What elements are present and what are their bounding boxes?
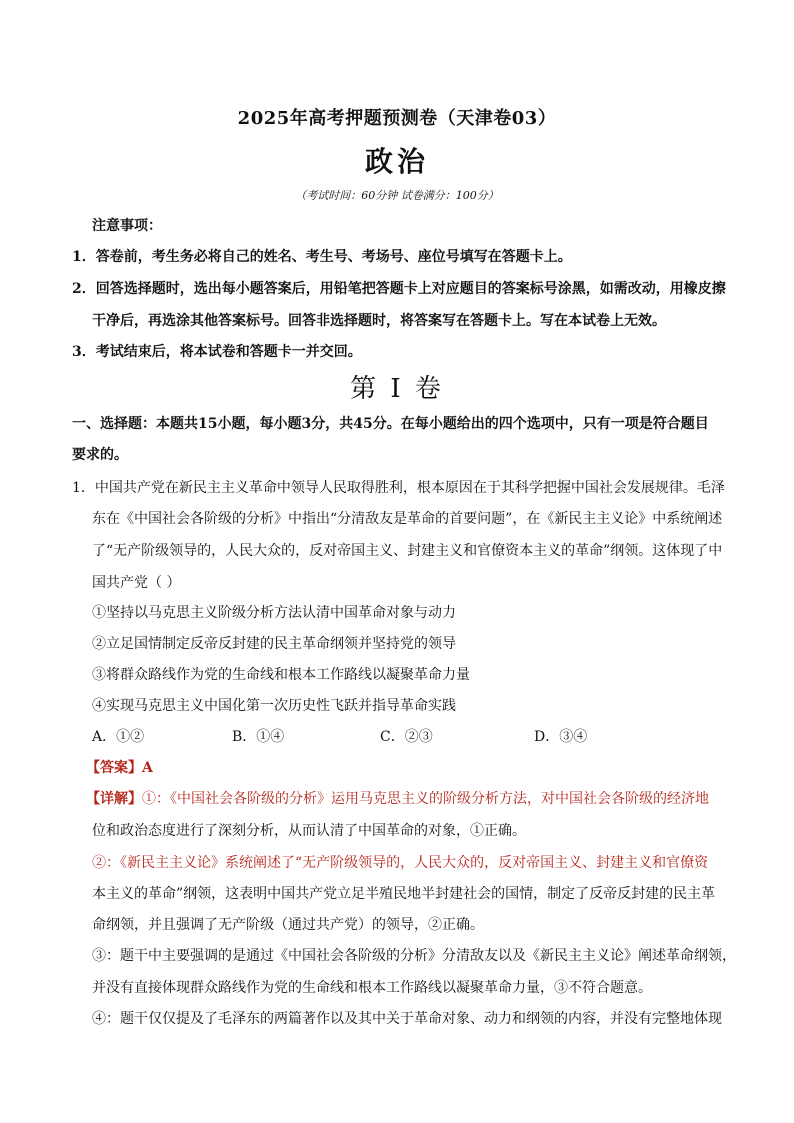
note-item: 1．答卷前，考生务必将自己的姓名、考生号、考场号、座位号填写在答题卡上。	[72, 249, 572, 265]
question-stem: 1．中国共产党在新民主主义革命中领导人民取得胜利，根本原因在于其科学把握中国社会发展规律。毛泽	[72, 480, 725, 496]
explanation-label: 【详解】	[86, 791, 142, 807]
explanation-line: 并没有直接体现群众路线作为党的生命线和根本工作路线以凝聚革命力量，③不符合题意。	[92, 980, 652, 996]
explanation-line: 命纲领，并且强调了无产阶级（通过共产党）的领导，②正确。	[92, 917, 484, 933]
notes-heading: 注意事项：	[92, 218, 162, 234]
statement: ④实现马克思主义中国化第一次历史性飞跃并指导革命实践	[92, 698, 456, 714]
note-item: 3．考试结束后，将本试卷和答题卡一并交回。	[72, 344, 362, 360]
explanation-text: ①：《中国社会各阶级的分析》运用马克思主义的阶级分析方法，对中国社会各阶级的经济地	[142, 791, 709, 807]
option-c: C．②③	[380, 729, 433, 745]
question-stem: 国共产党（ ）	[92, 575, 181, 591]
statement: ②立足国情制定反帝反封建的民主革命纲领并坚持党的领导	[92, 636, 456, 652]
option-b: B．①④	[232, 729, 285, 745]
statement: ①坚持以马克思主义阶级分析方法认清中国革命对象与动力	[92, 605, 456, 621]
note-item: 2．回答选择题时，选出每小题答案后，用铅笔把答题卡上对应题目的答案标号涂黑，如需改动，用橡皮擦	[72, 281, 726, 297]
explanation-line: 位和政治态度进行了深刻分析，从而认清了中国革命的对象，①正确。	[92, 823, 526, 839]
subject-title: 政治	[364, 145, 429, 178]
option-d: D．③④	[534, 729, 588, 745]
note-item: 干净后，再选涂其他答案标号。回答非选择题时，将答案写在答题卡上。写在本试卷上无效。	[92, 313, 666, 329]
section-title: 第 I 卷	[350, 374, 444, 404]
section-instruction: 要求的。	[72, 447, 128, 463]
explanation-line: ③：题干中主要强调的是通过《中国社会各阶级的分析》分清敌友以及《新民主主义论》阐述革命纲领，	[92, 948, 736, 964]
answer-label: 【答案】A	[86, 760, 153, 776]
option-a: A．①②	[92, 729, 145, 745]
statement: ③将群众路线作为党的生命线和根本工作路线以凝聚革命力量	[92, 667, 470, 683]
exam-title: 2025年高考押题预测卷（天津卷03）	[237, 108, 557, 129]
explanation-line: 本主义的革命”纲领，这表明中国共产党立足半殖民地半封建社会的国情，制定了反帝反封建的民主革	[92, 886, 716, 902]
question-stem: 东在《中国社会各阶级的分析》中指出“分清敌友是革命的首要问题”，在《新民主主义论》中系统阐述	[92, 511, 723, 527]
explanation-line: ④：题干仅仅提及了毛泽东的两篇著作以及其中关于革命对象、动力和纲领的内容，并没有完整地体现	[92, 1011, 722, 1027]
explanation-line	[86, 789, 709, 809]
exam-info: （考试时间：60分钟 试卷满分：100分）	[295, 189, 499, 202]
explanation-line: ②：《新民主主义论》系统阐述了“无产阶级领导的，人民大众的，反对帝国主义、封建主义和官僚资	[92, 855, 709, 871]
question-stem: 了“无产阶级领导的，人民大众的，反对帝国主义、封建主义和官僚资本主义的革命”纲领。这体现了中	[92, 543, 723, 559]
section-instruction: 一、选择题：本题共15小题，每小题3分，共45分。在每小题给出的四个选项中，只有一项是符合题目	[72, 416, 709, 432]
